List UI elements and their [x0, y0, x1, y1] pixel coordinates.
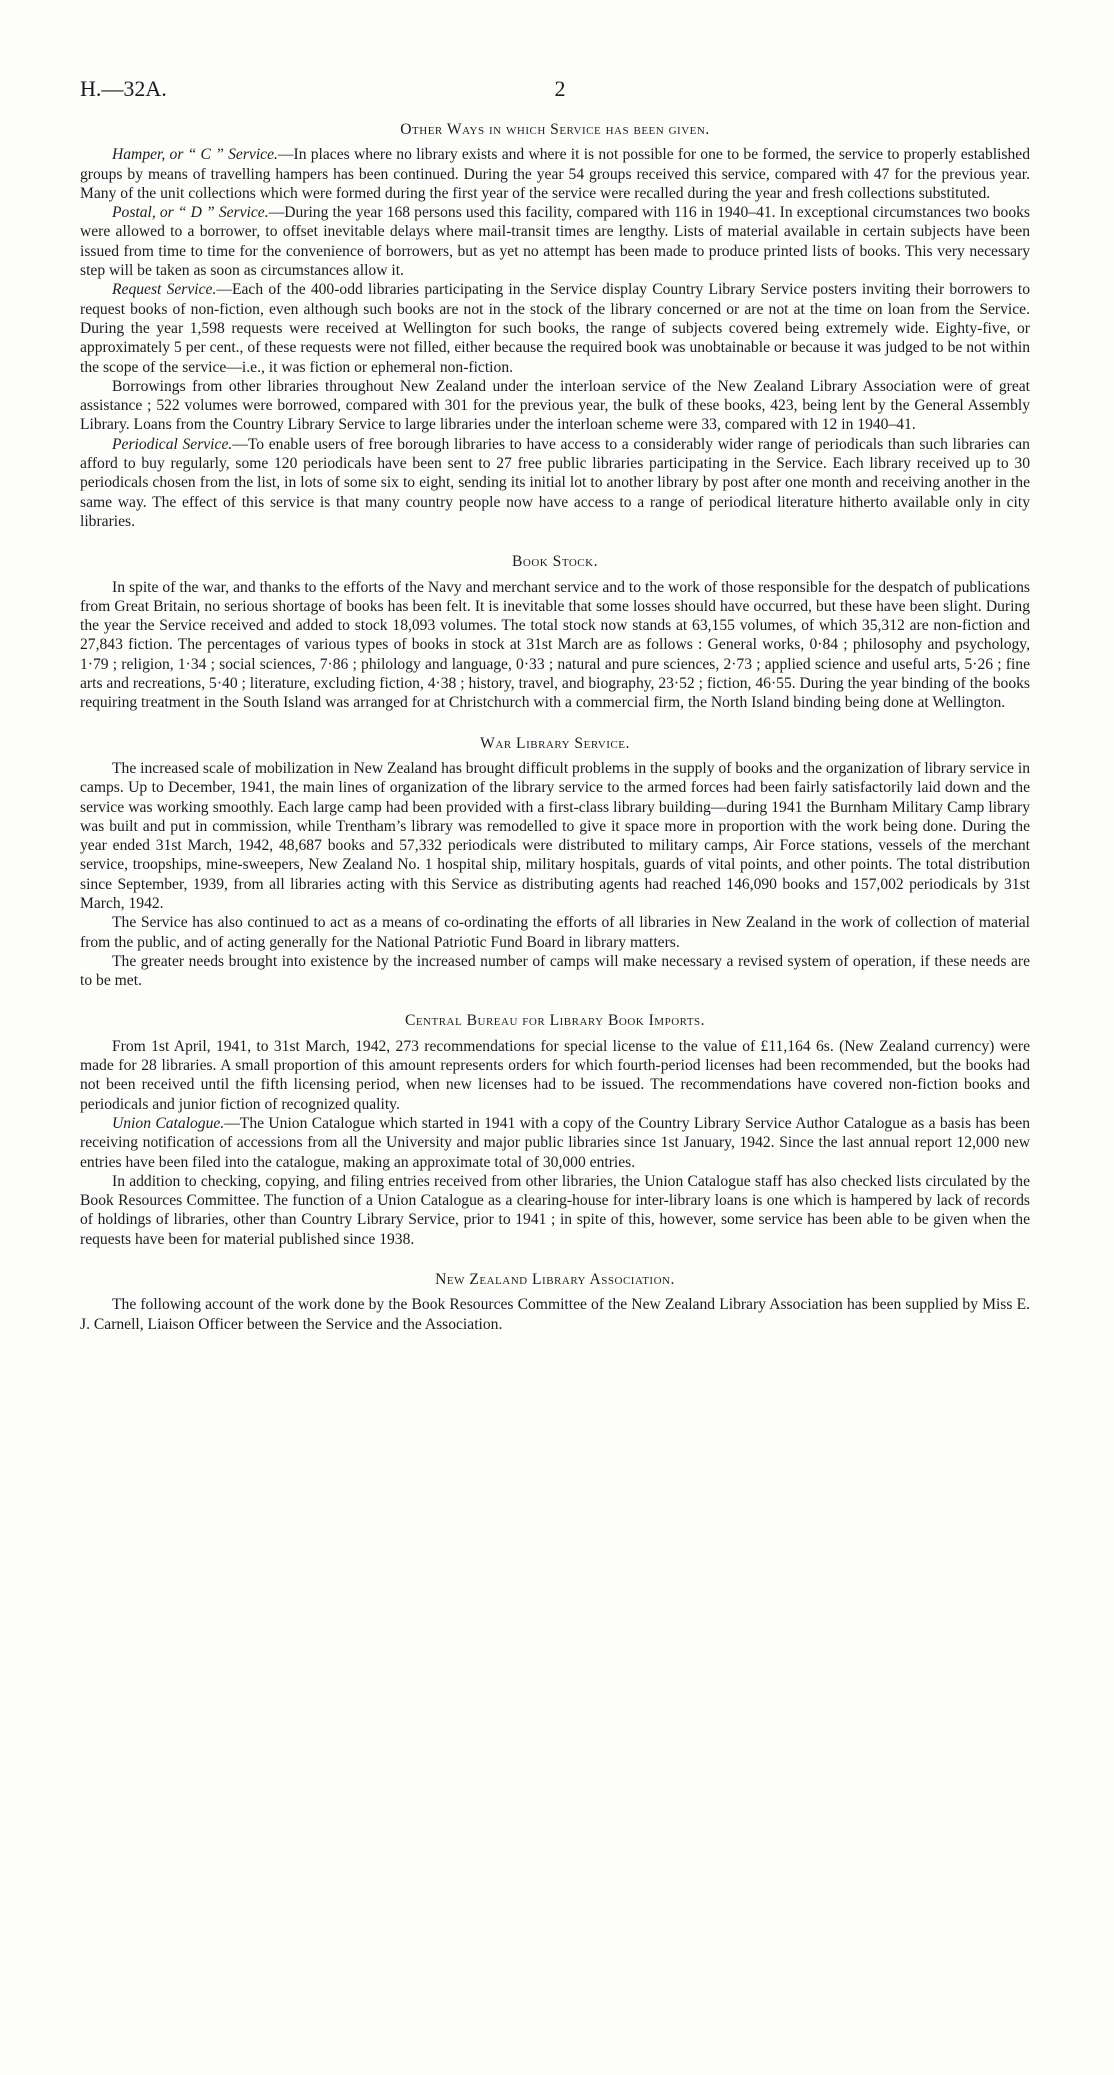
paragraph	[80, 377, 1030, 435]
paragraph-lead: Postal, or “ D ” Service.	[112, 204, 269, 222]
paragraph	[80, 952, 1030, 991]
paragraph-text: —Each of the 400-odd libraries participating in the Service display Country Library Service posters inviting their borrowers to request books of non-fiction, even although such books are not in the stock of the library concerned or are not at the time on loan from the Service. During the year 1,598 requests were received at Wellington for such books, the range of subjects covered being extremely wide. Eighty-five, or approximately 5 per cent., of these requests were not filled, either because the required book was unobtainable or because it was judged to be not within the scope of the service—i.e., it was fiction or ephemeral non-fiction.	[80, 281, 1030, 376]
paragraph	[80, 1037, 1030, 1114]
section-central-bureau	[80, 1011, 1030, 1249]
page-header	[80, 76, 1040, 106]
section-war-library	[80, 734, 1030, 991]
paragraph	[80, 435, 1030, 531]
paragraph	[80, 1295, 1030, 1334]
paragraph-text: The increased scale of mobilization in New Zealand has brought difficult problems in the supply of books and the organization of library service in camps. Up to December, 1941, the main lines of organization of the library service to the armed forces had been fairly satisfactorily laid down and the service was working smoothly. Each large camp had been provided with a first-class library building—during 1941 the Burnham Military Camp library was built and put in commission, while Trentham’s library was remodelled to give it space more in proportion with the work being done. During the year ended 31st March, 1942, 48,687 books and 57,332 periodicals were distributed to military camps, Air Force stations, vessels of the merchant service, troopships, mine-sweepers, New Zealand No. 1 hospital ship, military hospitals, guards of vital points, and other points. The total distribution since September, 1939, from all libraries acting with this Service as distributing agents had reached 146,090 books and 157,002 periodicals by 31st March, 1942.	[80, 759, 1030, 912]
section-other-ways	[80, 120, 1030, 531]
paragraph	[80, 1114, 1030, 1172]
paragraph-text: In addition to checking, copying, and filing entries received from other libraries, the Union Catalogue staff has also checked lists circulated by the Book Resources Committee. The function of a Union Catalogue as a clearing-house for inter-library loans is one which is hampered by lack of records of holdings of libraries, other than Country Library Service, prior to 1941 ; in spite of this, however, some service has been able to be given when the requests have been for material published since 1938.	[80, 1172, 1030, 1248]
paragraph-text: —In places where no library exists and where it is not possible for one to be formed, the service to properly established groups by means of travelling hampers has been continued. During the year 54 groups received this service, compared with 47 for the previous year. Many of the unit collections which were formed during the first year of the service were recalled during the year and fresh collections substituted.	[80, 146, 1030, 202]
section-heading: War Library Service.	[480, 734, 630, 752]
section-heading: Other Ways in which Service has been given.	[400, 121, 710, 138]
paragraph-lead: Union Catalogue.	[112, 1114, 225, 1132]
paragraph	[80, 1172, 1030, 1249]
paragraph-text: In spite of the war, and thanks to the efforts of the Navy and merchant service and to the work of those responsible for the despatch of publications from Great Britain, no serious shortage of books has been felt. It is inevitable that some losses should have occurred, but these have been slight. During the year the Service received and added to stock 18,093 volumes. The total stock now stands at 63,155 volumes, of which 35,312 are non-fiction and 27,843 fiction. The percentages of various types of books in stock at 31st March are as follows : General works, 0·84 ; philosophy and psychology, 1·79 ; religion, 1·34 ; social sciences, 7·86 ; philology and language, 0·33 ; natural and pure sciences, 2·73 ; applied science and useful arts, 5·26 ; fine arts and recreations, 5·40 ; literature, excluding fiction, 4·38 ; history, travel, and biography, 23·52 ; fiction, 46·55. During the year binding of the books requiring treatment in the South Island was arranged for at Christchurch with a commercial firm, the North Island binding being done at Wellington.	[80, 578, 1030, 712]
paragraph	[80, 280, 1030, 376]
paragraph	[80, 759, 1030, 913]
page-number: 2	[554, 76, 566, 101]
paragraph-text: The following account of the work done by the Book Resources Committee of the New Zealand Library Association has been supplied by Miss E. J. Carnell, Liaison Officer between the Service and the Association.	[80, 1296, 1030, 1333]
paragraph-text: —During the year 168 persons used this facility, compared with 116 in 1940–41. In exceptional circumstances two books were allowed to a borrower, to offset inevitable delays where mail-transit times are lengthy. Lists of material available in certain subjects have been issued from time to time for the convenience of borrowers, but as yet no attempt has been made to produce printed lists of books. This very necessary step will be taken as soon as circumstances allow it.	[80, 204, 1030, 280]
paragraph-text: From 1st April, 1941, to 31st March, 1942, 273 recommendations for special license to the value of £11,164 6s. (New Zealand currency) were made for 28 libraries. A small proportion of this amount represents orders for which fourth-period licenses had been recommended, but the books had not been received until the fifth licensing period, when new licenses had to be issued. The recommendations have covered non-fiction books and periodicals and junior fiction of recognized quality.	[80, 1037, 1030, 1113]
paragraph-lead: Periodical Service.	[112, 435, 233, 453]
section-heading: Central Bureau for Library Book Imports.	[404, 1012, 706, 1030]
section-book-stock	[80, 552, 1030, 712]
paragraph	[80, 578, 1030, 713]
paragraph-text: The greater needs brought into existence by the increased number of camps will make necessary a revised system of operation, if these needs are to be met.	[80, 952, 1030, 990]
paragraph-lead: Hamper, or “ C ” Service.	[112, 146, 278, 164]
paragraph-text: —The Union Catalogue which started in 1941 with a copy of the Country Library Service Author Catalogue as a basis has been receiving notification of accessions from all the University and major public libraries since 1st January, 1942. Since the last annual report 12,000 new entries have been filed into the catalogue, making an approximate total of 30,000 entries.	[80, 1114, 1030, 1171]
paragraph-text: —To enable users of free borough libraries to have access to a considerably wider range of periodicals than such libraries can afford to buy regularly, some 120 periodicals have been sent to 27 free public libraries participating in the Service. Each library received up to 30 periodicals chosen from the list, in lots of some six to eight, sending its initial lot to another library by post after one month and receiving another in the same way. The effect of this service is that many country people now have access to a range of periodical literature hitherto available only in city libraries.	[80, 435, 1030, 530]
page-body	[80, 120, 1030, 1334]
paragraph	[80, 145, 1030, 203]
section-nzla	[80, 1270, 1030, 1334]
paragraph-lead: Request Service.	[112, 281, 217, 299]
paragraph-text: The Service has also continued to act as a means of co-ordinating the efforts of all libraries in New Zealand in the work of collection of material from the public, and of acting generally for the National Patriotic Fund Board in library matters.	[80, 914, 1030, 951]
paragraph-text: Borrowings from other libraries throughout New Zealand under the interloan service of the New Zealand Library Association were of great assistance ; 522 volumes were borrowed, compared with 301 for the previous year, the bulk of these books, 423, being lent by the General Assembly Library. Loans from the Country Library Service to large libraries under the interloan scheme were 33, compared with 12 in 1940–41.	[80, 377, 1030, 434]
section-heading: New Zealand Library Association.	[435, 1271, 675, 1289]
paragraph	[80, 203, 1030, 280]
paragraph	[80, 913, 1030, 952]
section-heading: Book Stock.	[512, 553, 598, 571]
document-reference: H.—32A.	[80, 76, 167, 101]
